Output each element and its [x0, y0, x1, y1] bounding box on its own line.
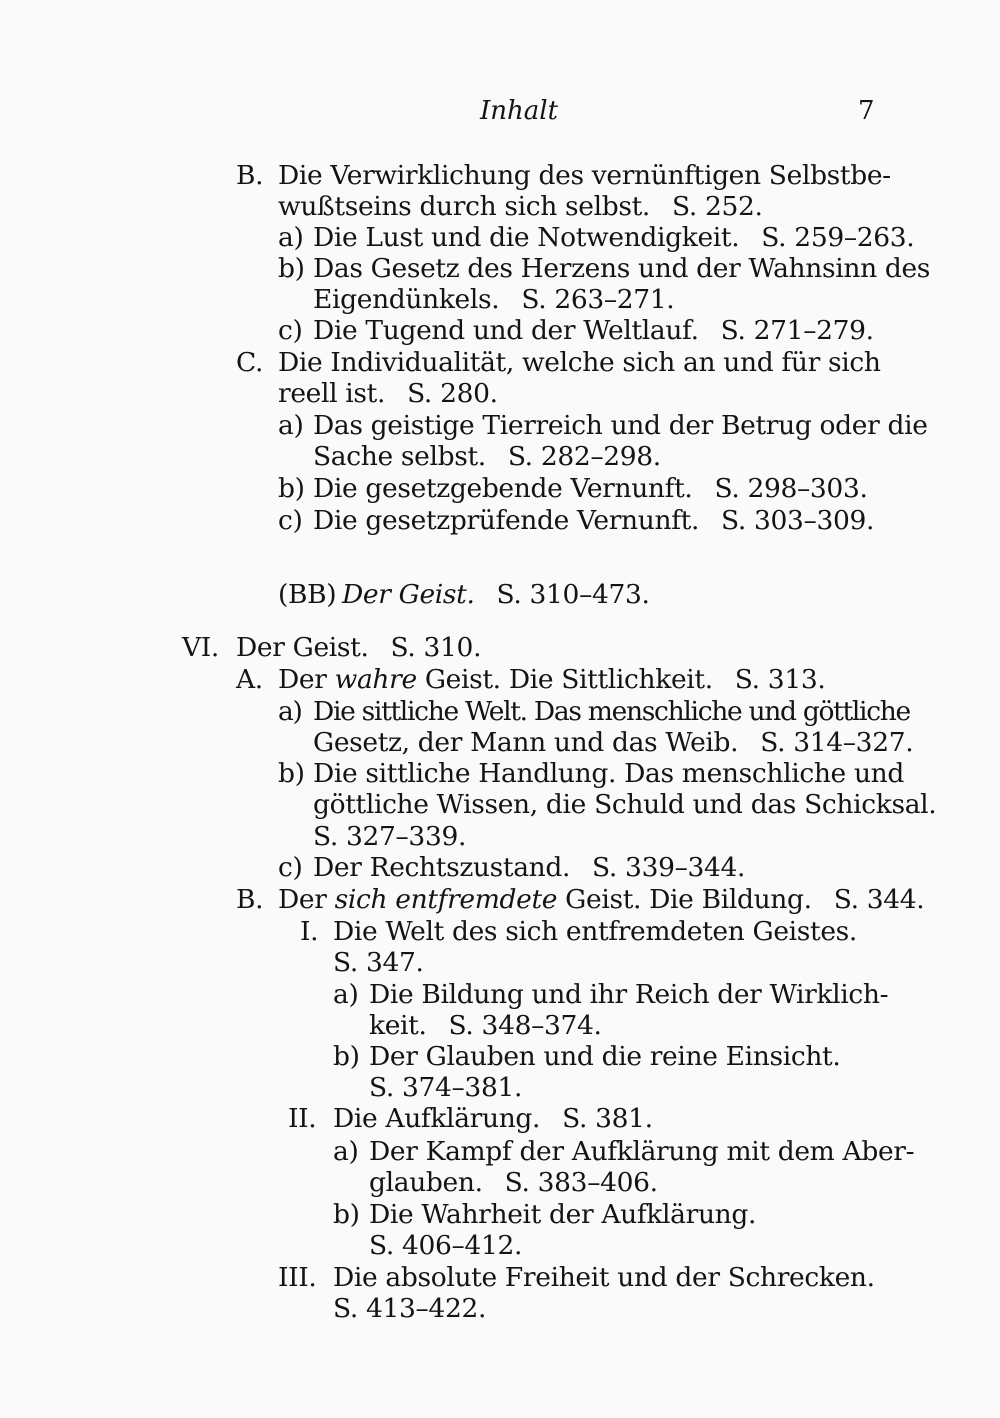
toc-title: reell ist.: [278, 378, 386, 409]
toc-marker: B.: [236, 884, 264, 915]
toc-title-emphasis: sich entfremdete: [334, 884, 558, 915]
toc-marker: b): [278, 473, 305, 504]
toc-title: Eigendünkels.: [313, 284, 500, 315]
toc-marker: b): [333, 1041, 360, 1072]
toc-marker: I.: [300, 916, 319, 947]
toc-entry-continuation: [313, 284, 674, 315]
toc-title-emphasis: wahre: [334, 664, 417, 695]
toc-title: Die gesetzprüfende Vernunft.: [313, 505, 700, 536]
toc-title: Die gesetzgebende Vernunft.: [313, 473, 693, 504]
toc-marker: B.: [236, 160, 264, 191]
toc-entry-continuation: [313, 727, 913, 758]
toc-title: Die sittliche Handlung. Das menschliche und: [313, 758, 904, 789]
toc-title: Der Geist.: [236, 632, 369, 663]
toc-marker: a): [333, 1136, 359, 1167]
toc-marker: b): [278, 758, 305, 789]
toc-entry: [278, 852, 746, 883]
toc-page-ref: S. 406–412.: [369, 1230, 523, 1261]
toc-title-part: Der: [278, 664, 335, 695]
toc-page-ref: S. 374–381.: [369, 1072, 523, 1103]
toc-title: Der Kampf der Aufklärung mit dem Aber-: [369, 1136, 915, 1167]
toc-marker: a): [278, 222, 304, 253]
toc-title: Das Gesetz des Herzens und der Wahnsinn des: [313, 253, 931, 284]
toc-page-ref: S. 263–271.: [521, 284, 675, 315]
toc-entry: [278, 696, 910, 727]
toc-marker: a): [278, 410, 304, 441]
toc-entry: [182, 632, 482, 663]
toc-entry-continuation: [369, 1230, 522, 1261]
toc-entry-continuation: [369, 1167, 658, 1198]
toc-entry: [278, 473, 868, 504]
page-number: 7: [858, 96, 875, 126]
toc-page-ref: S. 313.: [734, 664, 826, 695]
toc-page-ref: S. 327–339.: [313, 821, 467, 852]
toc-entry: [288, 1103, 653, 1134]
toc-marker: VI.: [182, 632, 219, 663]
toc-page-ref: S. 347.: [333, 947, 424, 978]
toc-marker: A.: [236, 664, 263, 695]
running-head-title: Inhalt: [480, 96, 559, 126]
toc-marker: b): [333, 1199, 360, 1230]
toc-page-ref: S. 303–309.: [721, 505, 875, 536]
toc-entry-continuation: [333, 947, 424, 978]
toc-entry: [333, 1041, 841, 1072]
toc-page-ref: S. 339–344.: [592, 852, 746, 883]
toc-entry: [278, 253, 931, 284]
toc-title: Der Rechtszustand.: [313, 852, 571, 883]
toc-entry-continuation: [333, 1293, 486, 1324]
toc-title-part: Geist. Die Sittlichkeit.: [416, 664, 713, 695]
toc-entry-continuation: [369, 1072, 522, 1103]
toc-page-ref: S. 310.: [390, 632, 482, 663]
toc-entry-continuation: [369, 1010, 602, 1041]
toc-title: glauben.: [369, 1167, 483, 1198]
toc-entry: [333, 1136, 915, 1167]
toc-marker: (BB): [278, 579, 337, 610]
toc-title: Die Bildung und ihr Reich der Wirklich-: [369, 979, 889, 1010]
toc-entry-continuation: [278, 191, 763, 222]
toc-page-ref: S. 310–473.: [496, 579, 650, 610]
toc-entry: [236, 664, 826, 695]
toc-title: Sache selbst.: [313, 441, 486, 472]
toc-entry: [278, 315, 874, 346]
toc-page-ref: S. 348–374.: [448, 1010, 602, 1041]
toc-page-ref: S. 314–327.: [760, 727, 914, 758]
toc-entry: [278, 222, 915, 253]
toc-title: Die Verwirklichung des vernünftigen Selbstbe-: [278, 160, 891, 191]
toc-entry: [300, 916, 857, 947]
toc-marker: a): [333, 979, 359, 1010]
toc-entry: [333, 1199, 757, 1230]
toc-marker: C.: [236, 347, 264, 378]
toc-marker: III.: [278, 1262, 317, 1293]
toc-title: Das geistige Tierreich und der Betrug oder die: [313, 410, 928, 441]
toc-marker: a): [278, 696, 302, 727]
toc-title: wußtseins durch sich selbst.: [278, 191, 650, 222]
toc-entry: [236, 347, 881, 378]
toc-entry: [278, 579, 650, 610]
toc-page-ref: S. 280.: [407, 378, 498, 409]
toc-title: Die Wahrheit der Aufklärung.: [369, 1199, 757, 1230]
toc-title: Die Individualität, welche sich an und für sich: [278, 347, 881, 378]
toc-title: Die Aufklärung.: [333, 1103, 541, 1134]
toc-entry: [333, 979, 889, 1010]
toc-entry: [278, 758, 904, 789]
toc-title: Die Lust und die Notwendigkeit.: [313, 222, 740, 253]
toc-marker: c): [278, 315, 303, 346]
toc-marker: II.: [288, 1103, 317, 1134]
toc-title-part: Geist. Die Bildung.: [557, 884, 812, 915]
toc-title: Die Welt des sich entfremdeten Geistes.: [333, 916, 857, 947]
toc-page-ref: S. 271–279.: [720, 315, 874, 346]
toc-entry-continuation: [278, 378, 498, 409]
running-head: [0, 96, 1000, 132]
toc-entry-continuation: [313, 821, 466, 852]
toc-marker: c): [278, 505, 303, 536]
toc-entry-continuation: [313, 441, 661, 472]
toc-page-ref: S. 383–406.: [504, 1167, 658, 1198]
toc-marker: b): [278, 253, 305, 284]
toc-entry: [236, 160, 891, 191]
toc-entry: [278, 1262, 875, 1293]
toc-entry-continuation: [313, 789, 936, 820]
toc-title: Die absolute Freiheit und der Schrecken.: [333, 1262, 875, 1293]
toc-title: Die sittliche Welt. Das menschliche und göttliche: [313, 696, 910, 727]
toc-page-ref: S. 344.: [833, 884, 925, 915]
toc-entry: [278, 410, 928, 441]
toc-title-part: Der: [278, 884, 335, 915]
toc-entry: [278, 505, 875, 536]
toc-page-ref: S. 413–422.: [333, 1293, 487, 1324]
toc-title: Die Tugend und der Weltlauf.: [313, 315, 699, 346]
toc-page-ref: S. 252.: [671, 191, 763, 222]
toc-title: Der Glauben und die reine Einsicht.: [369, 1041, 841, 1072]
toc-page-ref: S. 259–263.: [761, 222, 915, 253]
toc-page-ref: S. 381.: [562, 1103, 653, 1134]
toc-title: keit.: [369, 1010, 427, 1041]
toc-entry: [236, 884, 925, 915]
toc-page-ref: S. 298–303.: [714, 473, 868, 504]
toc-marker: c): [278, 852, 303, 883]
toc-page-ref: S. 282–298.: [507, 441, 661, 472]
toc-title: göttliche Wissen, die Schuld und das Schicksal.: [313, 789, 937, 820]
toc-title: Gesetz, der Mann und das Weib.: [313, 727, 739, 758]
toc-title: Der Geist.: [342, 579, 475, 610]
